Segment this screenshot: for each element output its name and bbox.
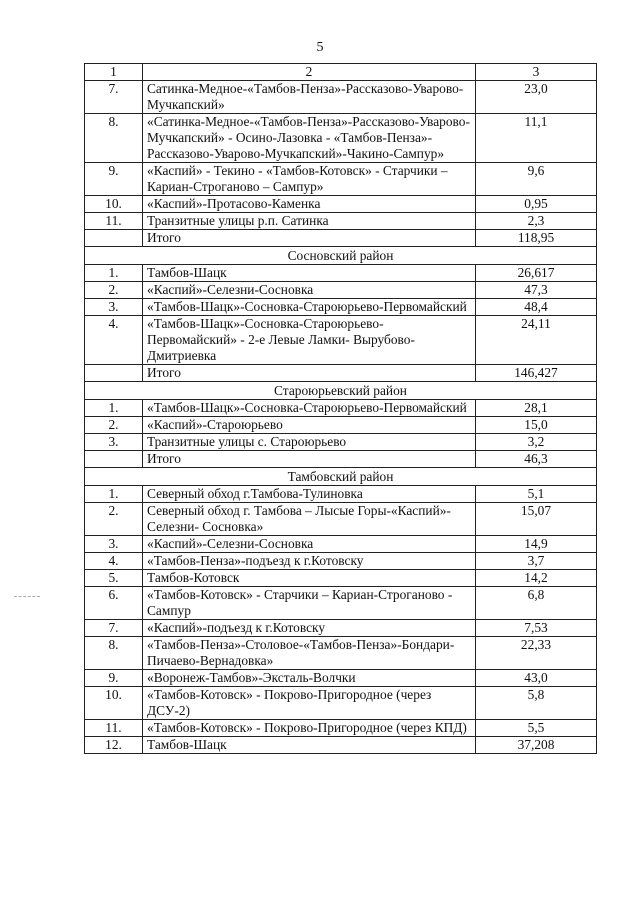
road-name: Тамбов-Котовск: [143, 570, 476, 587]
road-name: «Сатинка-Медное-«Тамбов-Пенза»-Рассказово-Уварово-Мучкапский» - Осино-Лазовка - «Тамбов-Пенза»-Рассказово-Уварово-Мучкапский»-Чакино-Сампур»: [143, 114, 476, 163]
district-heading: Сосновский район: [85, 247, 597, 265]
table-row: [85, 637, 597, 670]
page-number: 5: [316, 40, 324, 55]
road-name: «Тамбов-Шацк»-Сосновка-Староюрьево-Первомайский: [143, 299, 476, 316]
total-row: [85, 451, 597, 468]
table-row: [85, 282, 597, 299]
row-number: 1.: [85, 400, 143, 417]
road-name: «Каспий»-Протасово-Каменка: [143, 196, 476, 213]
road-name: Сатинка-Медное-«Тамбов-Пенза»-Рассказово-Уварово-Мучкапский»: [143, 81, 476, 114]
column-header-length: 3: [476, 64, 597, 81]
total-length: 146,427: [476, 365, 597, 382]
table-row: [85, 553, 597, 570]
row-number: 1.: [85, 265, 143, 282]
total-label: Итого: [143, 365, 476, 382]
road-length: 15,0: [476, 417, 597, 434]
total-label: Итого: [143, 230, 476, 247]
row-number: 4.: [85, 316, 143, 365]
table-row: [85, 737, 597, 754]
row-number: 5.: [85, 570, 143, 587]
row-number: 10.: [85, 687, 143, 720]
row-number: 7.: [85, 620, 143, 637]
table-row: [85, 114, 597, 163]
table-header-row: [85, 64, 597, 81]
row-number: 3.: [85, 536, 143, 553]
table-row: [85, 720, 597, 737]
table-row: [85, 196, 597, 213]
road-length: 3,7: [476, 553, 597, 570]
road-length: 28,1: [476, 400, 597, 417]
table-row: [85, 486, 597, 503]
table-row: [85, 81, 597, 114]
table-row: [85, 299, 597, 316]
road-length: 5,8: [476, 687, 597, 720]
table-row: [85, 503, 597, 536]
row-number: [85, 365, 143, 382]
road-name: Транзитные улицы р.п. Сатинка: [143, 213, 476, 230]
table-row: [85, 536, 597, 553]
table-row: [85, 316, 597, 365]
road-length: 26,617: [476, 265, 597, 282]
road-name: «Тамбов-Котовск» - Покрово-Пригородное (через КПД): [143, 720, 476, 737]
road-length: 5,5: [476, 720, 597, 737]
row-number: 11.: [85, 720, 143, 737]
road-name: Северный обход г. Тамбова – Лысые Горы-«Каспий»- Селезни- Сосновка»: [143, 503, 476, 536]
road-name: «Тамбов-Пенза»-Столовое-«Тамбов-Пенза»-Бондари-Пичаево-Вернадовка»: [143, 637, 476, 670]
road-length: 0,95: [476, 196, 597, 213]
row-number: 4.: [85, 553, 143, 570]
table-row: [85, 265, 597, 282]
column-header-road: 2: [143, 64, 476, 81]
road-name: «Каспий»-Селезни-Сосновка: [143, 282, 476, 299]
table-row: [85, 620, 597, 637]
margin-mark: [14, 596, 40, 597]
row-number: 8.: [85, 637, 143, 670]
road-name: Тамбов-Шацк: [143, 737, 476, 754]
row-number: 6.: [85, 587, 143, 620]
total-row: [85, 365, 597, 382]
road-length: 9,6: [476, 163, 597, 196]
row-number: 12.: [85, 737, 143, 754]
road-length: 23,0: [476, 81, 597, 114]
table-row: [85, 687, 597, 720]
road-length: 43,0: [476, 670, 597, 687]
road-name: «Воронеж-Тамбов»-Эксталь-Волчки: [143, 670, 476, 687]
road-length: 15,07: [476, 503, 597, 536]
road-length: 48,4: [476, 299, 597, 316]
row-number: 1.: [85, 486, 143, 503]
row-number: 3.: [85, 434, 143, 451]
road-length: 5,1: [476, 486, 597, 503]
road-name: «Тамбов-Шацк»-Сосновка-Староюрьево-Первомайский» - 2-е Левые Ламки- Вырубово-Дмитриевка: [143, 316, 476, 365]
road-name: «Каспий»-Староюрьево: [143, 417, 476, 434]
road-name: «Тамбов-Шацк»-Сосновка-Староюрьево-Первомайский: [143, 400, 476, 417]
road-length: 37,208: [476, 737, 597, 754]
district-heading: Тамбовский район: [85, 468, 597, 486]
row-number: 2.: [85, 282, 143, 299]
district-heading-row: [85, 382, 597, 400]
row-number: 9.: [85, 163, 143, 196]
road-length: 2,3: [476, 213, 597, 230]
road-name: Транзитные улицы с. Староюрьево: [143, 434, 476, 451]
column-header-number: 1: [85, 64, 143, 81]
road-name: «Тамбов-Пенза»-подъезд к г.Котовску: [143, 553, 476, 570]
road-name: «Тамбов-Котовск» - Старчики – Кариан-Строганово - Сампур: [143, 587, 476, 620]
table-row: [85, 570, 597, 587]
road-name: «Каспий»-Селезни-Сосновка: [143, 536, 476, 553]
table-row: [85, 417, 597, 434]
row-number: 7.: [85, 81, 143, 114]
row-number: [85, 451, 143, 468]
row-number: [85, 230, 143, 247]
row-number: 8.: [85, 114, 143, 163]
road-name: «Каспий» - Текино - «Тамбов-Котовск» - Старчики – Кариан-Строганово – Сампур»: [143, 163, 476, 196]
row-number: 9.: [85, 670, 143, 687]
road-name: Северный обход г.Тамбова-Тулиновка: [143, 486, 476, 503]
table-row: [85, 400, 597, 417]
district-heading: Староюрьевский район: [85, 382, 597, 400]
table-row: [85, 163, 597, 196]
road-name: «Каспий»-подъезд к г.Котовску: [143, 620, 476, 637]
row-number: 3.: [85, 299, 143, 316]
total-length: 46,3: [476, 451, 597, 468]
road-length: 3,2: [476, 434, 597, 451]
road-length: 11,1: [476, 114, 597, 163]
row-number: 2.: [85, 417, 143, 434]
row-number: 2.: [85, 503, 143, 536]
district-heading-row: [85, 468, 597, 486]
total-length: 118,95: [476, 230, 597, 247]
road-length: 47,3: [476, 282, 597, 299]
road-name: «Тамбов-Котовск» - Покрово-Пригородное (через ДСУ-2): [143, 687, 476, 720]
road-length: 24,11: [476, 316, 597, 365]
roads-table-body: [85, 64, 597, 754]
total-label: Итого: [143, 451, 476, 468]
table-row: [85, 213, 597, 230]
road-name: Тамбов-Шацк: [143, 265, 476, 282]
road-length: 14,2: [476, 570, 597, 587]
road-length: 7,53: [476, 620, 597, 637]
road-length: 22,33: [476, 637, 597, 670]
row-number: 11.: [85, 213, 143, 230]
roads-table: [84, 63, 597, 754]
road-length: 6,8: [476, 587, 597, 620]
district-heading-row: [85, 247, 597, 265]
road-length: 14,9: [476, 536, 597, 553]
table-row: [85, 587, 597, 620]
row-number: 10.: [85, 196, 143, 213]
table-row: [85, 670, 597, 687]
table-row: [85, 434, 597, 451]
total-row: [85, 230, 597, 247]
